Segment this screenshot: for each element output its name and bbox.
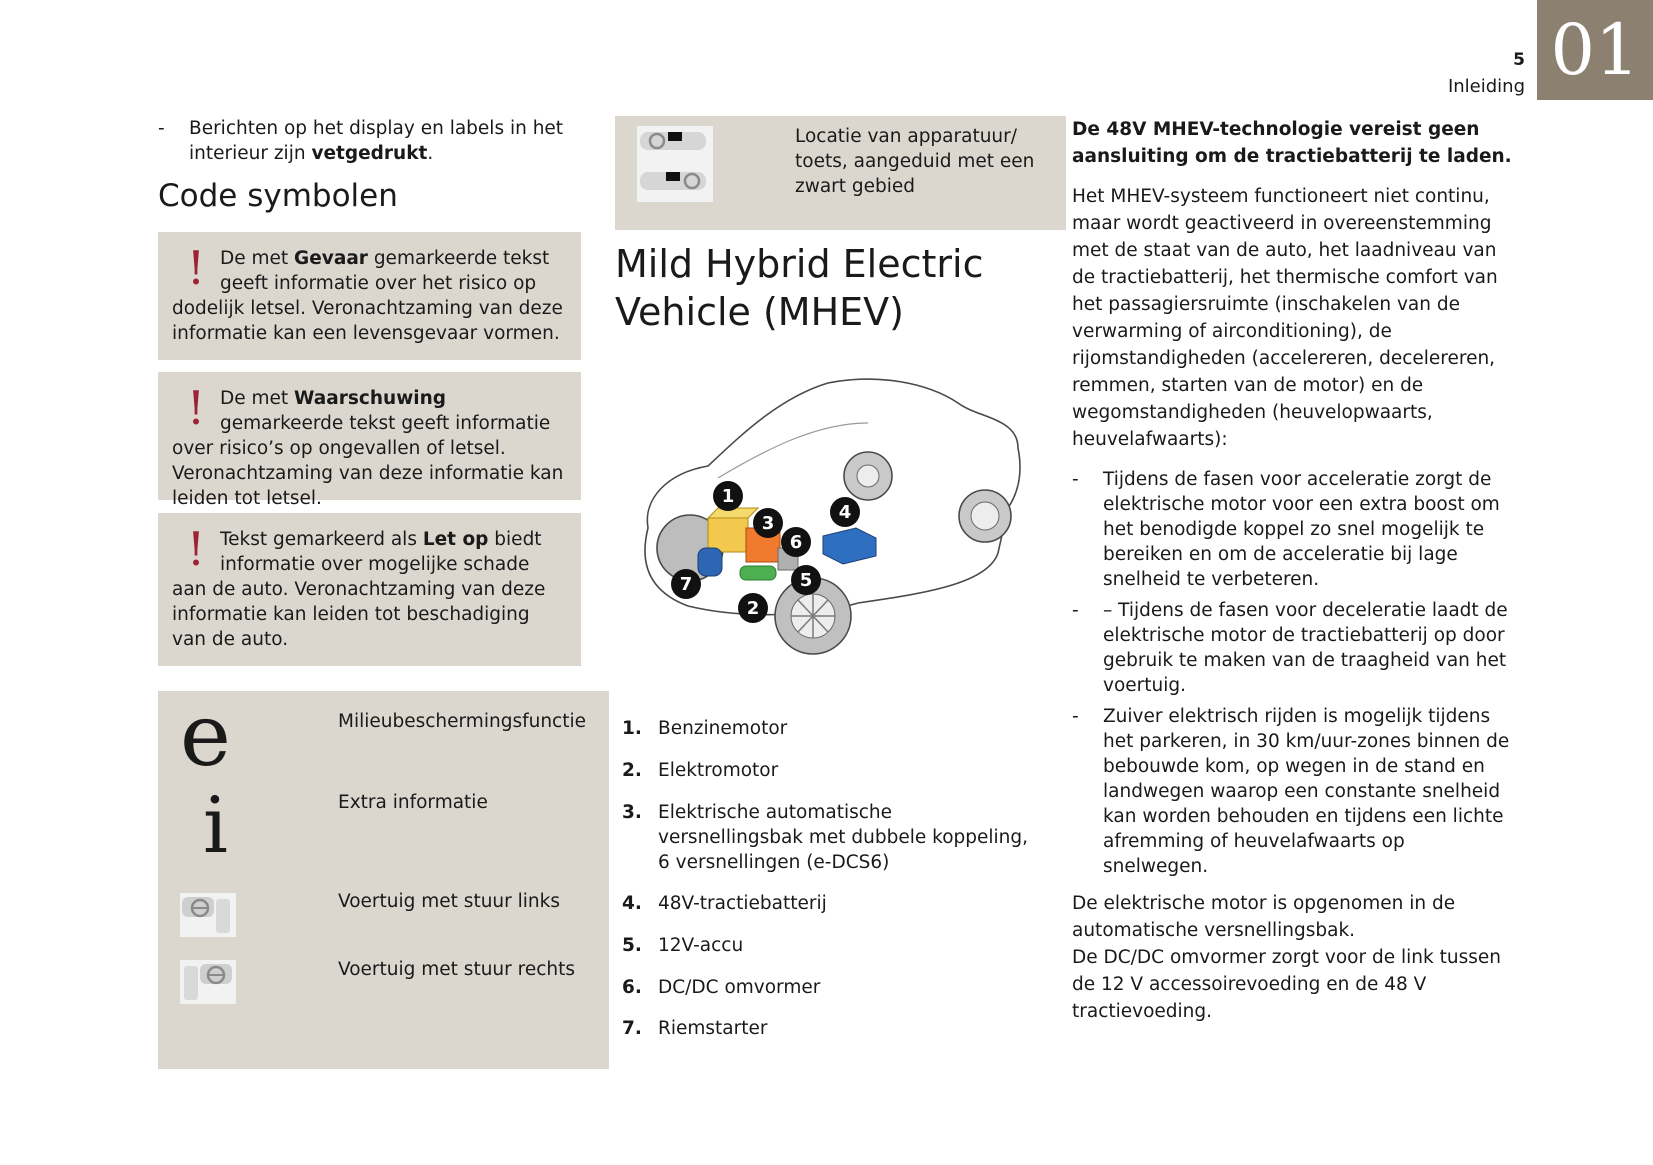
mhev-bullet	[1072, 598, 1512, 698]
danger-text-pre: De met	[220, 248, 295, 269]
component-label: Riemstarter	[658, 1018, 768, 1039]
page-number: 5	[1513, 50, 1525, 70]
intro-bold: vetgedrukt	[311, 143, 428, 164]
warning-box	[158, 372, 581, 509]
component-label: Elektrische automatische versnellingsbak met dubbele koppeling, 6 versnellingen (e-DCS6)	[658, 802, 1029, 873]
diagram-marker-7: 7	[679, 574, 693, 595]
caution-box	[158, 513, 581, 666]
diagram-marker-3: 3	[761, 513, 775, 534]
mhev-title: Mild Hybrid Electric Vehicle (MHEV)	[615, 242, 984, 334]
component-label: Benzinemotor	[658, 718, 788, 739]
symbol-label-info: Extra informatie	[338, 792, 488, 813]
component-label: 12V-accu	[658, 935, 744, 956]
right-hand-drive-icon	[180, 960, 236, 1004]
mhev-bullet	[1072, 467, 1512, 592]
mhev-closing-1: De elektrische motor is opgenomen in de automatische versnellingsbak.	[1072, 893, 1456, 941]
intro-dash: -	[158, 118, 165, 139]
location-text: Locatie van apparatuur/ toets, aangeduid met een zwart gebied	[795, 126, 1035, 197]
warning-text-pre: De met	[220, 388, 295, 409]
intro-text: Berichten op het display en labels in het interieur zijn	[189, 118, 564, 164]
danger-text-post: gemarkeerde tekst geeft informatie over het risico op dodelijk letsel. Veronachtzaming van deze informatie kan een levensgevaar vormen.	[172, 248, 563, 344]
left-hand-drive-icon	[180, 893, 236, 937]
component-label: Elektromotor	[658, 760, 779, 781]
component-label: 48V-tractiebatterij	[658, 893, 827, 914]
danger-icon: !	[186, 241, 206, 295]
bullet-dash: -	[1072, 469, 1079, 490]
bullet-dash: -	[1072, 600, 1079, 621]
mhev-paragraph: Het MHEV-systeem functioneert niet continu, maar wordt geactiveerd in overeenstemming met de staat van de auto, het laadniveau van de tractiebatterij, het thermische comfort van het passagiersruimte (inschakelen van de verwarming of airconditioning), de rijomstandigheden (accelereren, decelereren, remmen, starten van de motor) en de wegomstandigheden (heuvelopwaarts, heuvelafwaarts):	[1072, 186, 1498, 450]
bullet-text: Tijdens de fasen voor acceleratie zorgt de elektrische motor voor een extra boost om het benodigde koppel zo snel mogelijk te bereiken en om de acceleratie bij lage snelheid te verbeteren.	[1103, 469, 1500, 590]
bullet-dash: -	[1072, 706, 1079, 727]
diagram-marker-6: 6	[789, 532, 803, 553]
chapter-tab: 01	[1537, 0, 1653, 100]
component-number: 1.	[622, 718, 642, 739]
diagram-marker-2: 2	[746, 598, 760, 619]
danger-text-bold: Gevaar	[294, 248, 368, 269]
caution-icon: !	[186, 522, 206, 576]
diagram-marker-4: 4	[838, 502, 852, 523]
location-box	[615, 116, 1066, 230]
info-icon: i	[203, 781, 228, 871]
component-number: 6.	[622, 977, 642, 998]
diagram-marker-5: 5	[799, 570, 813, 591]
symbol-label-lhd: Voertuig met stuur links	[338, 891, 560, 912]
mhev-closing-2: De DC/DC omvormer zorgt voor de link tussen de 12 V accessoirevoeding en de 48 V tractievoeding.	[1072, 947, 1501, 1022]
section-name: Inleiding	[1447, 76, 1525, 97]
symbol-label-environment: Milieubeschermingsfunctie	[338, 711, 586, 732]
warning-text-bold: Waarschuwing	[294, 388, 447, 409]
bullet-text: Zuiver elektrisch rijden is mogelijk tijdens het parkeren, in 30 km/uur-zones binnen de bebouwde kom, op wegen in de stand en landwegen waarop een constante snelheid kan worden behouden en tijdens een lichte afremming of heuvelafwaarts op snelwegen.	[1103, 706, 1510, 877]
component-label: DC/DC omvormer	[658, 977, 821, 998]
environment-icon: e	[180, 686, 231, 786]
diagram-marker-1: 1	[721, 486, 735, 507]
intro-text-end: .	[427, 143, 434, 164]
mhev-bullet	[1072, 704, 1512, 879]
danger-box	[158, 232, 581, 360]
warning-text-post: gemarkeerde tekst geeft informatie over risico’s op ongevallen of letsel. Veronachtzaming van deze informatie kan leiden tot letsel.	[172, 413, 564, 509]
warning-icon: !	[186, 381, 206, 435]
symbol-label-rhd: Voertuig met stuur rechts	[338, 959, 576, 980]
intro-bullet	[158, 116, 578, 166]
component-number: 2.	[622, 760, 642, 781]
caution-text-bold: Let op	[422, 529, 489, 550]
component-number: 5.	[622, 935, 642, 956]
symbols-legend	[158, 686, 609, 1069]
caution-text-post: biedt informatie over mogelijke schade aan de auto. Veronachtzaming van deze informatie kan leiden tot beschadiging van de auto.	[172, 529, 546, 650]
mhev-bold-intro: De 48V MHEV-technologie vereist geen aansluiting om de tractiebatterij te laden.	[1072, 119, 1512, 167]
code-symbols-title: Code symbolen	[158, 178, 398, 214]
bullet-text: – Tijdens de fasen voor deceleratie laadt de elektrische motor de tractiebatterij op door gebruik te maken van de traagheid van het voertuig.	[1103, 600, 1508, 696]
location-dashboard-icon	[637, 126, 713, 202]
mhev-car-diagram	[628, 378, 1028, 658]
caution-text-pre: Tekst gemarkeerd als	[220, 529, 423, 550]
component-number: 4.	[622, 893, 642, 914]
component-number: 7.	[622, 1018, 642, 1039]
component-number: 3.	[622, 802, 642, 823]
